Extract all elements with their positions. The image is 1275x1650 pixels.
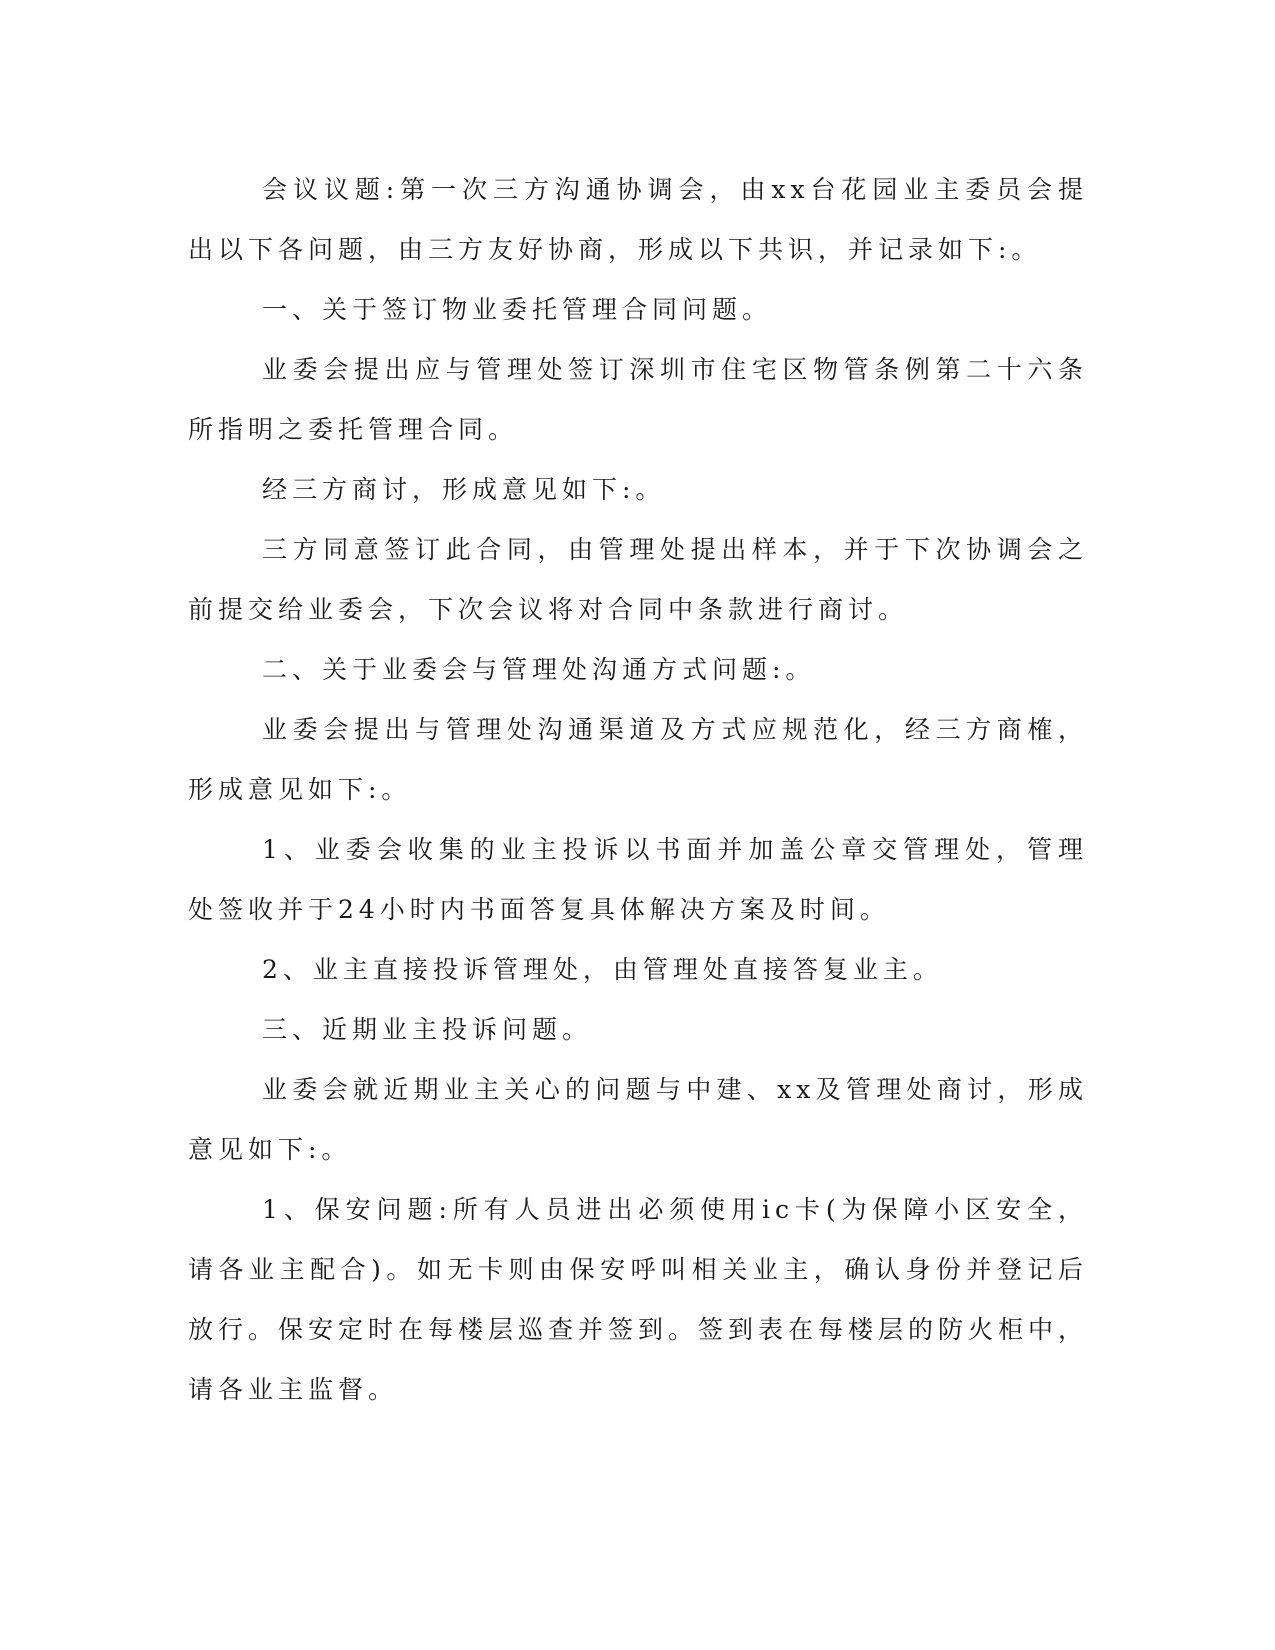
section-heading-2: 二、关于业委会与管理处沟通方式问题:。 xyxy=(262,655,816,684)
paragraph-contract-agreement: 三方同意签订此合同，由管理处提出样本，并于下次协调会之前提交给业委会，下次会议将对合同中条款进行商讨。 xyxy=(188,535,1088,624)
paragraph-discussion-intro: 经三方商讨，形成意见如下:。 xyxy=(262,475,666,504)
paragraph-contract-proposal: 业委会提出应与管理处签订深圳市住宅区物管条例第二十六条所指明之委托管理合同。 xyxy=(188,355,1088,444)
paragraph-communication-proposal: 业委会提出与管理处沟通渠道及方式应规范化，经三方商榷，形成意见如下:。 xyxy=(188,715,1088,804)
list-item-written-complaints: 1、业委会收集的业主投诉以书面并加盖公章交管理处，管理处签收并于24小时内书面答复具体解决方案及时间。 xyxy=(188,835,1088,924)
paragraph-agenda: 会议议题:第一次三方沟通协调会，由xx台花园业主委员会提出以下各问题，由三方友好协商，形成以下共识，并记录如下:。 xyxy=(188,175,1088,264)
list-item-security: 1、保安问题:所有人员进出必须使用ic卡(为保障小区安全，请各业主配合)。如无卡则由保安呼叫相关业主，确认身份并登记后放行。保安定时在每楼层巡查并签到。签到表在每楼层的防火柜中，请各业主监督。 xyxy=(188,1195,1089,1404)
section-heading-3: 三、近期业主投诉问题。 xyxy=(262,1015,593,1044)
section-heading-1: 一、关于签订物业委托管理合同问题。 xyxy=(262,295,773,324)
list-item-direct-complaints: 2、业主直接投诉管理处，由管理处直接答复业主。 xyxy=(262,955,943,984)
paragraph-recent-issues: 业委会就近期业主关心的问题与中建、xx及管理处商讨，形成意见如下:。 xyxy=(188,1075,1088,1164)
document-body xyxy=(188,160,1088,1420)
